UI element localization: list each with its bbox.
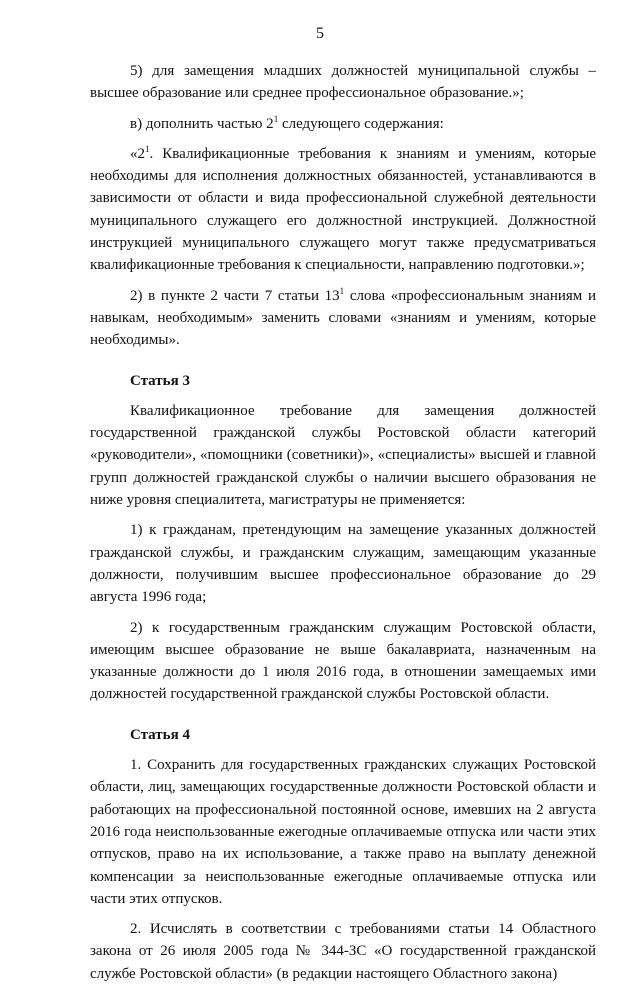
paragraph-text: в) дополнить частью 2 bbox=[130, 115, 274, 132]
paragraph-article-4-item-2: 2. Исчислять в соответствии с требованиями статьи 14 Областного закона от 26 июля 2005 года № 344-ЗС «О государственной гражданской службе Ростовской области» (в редакции настоящего Областного закона) bbox=[90, 921, 596, 982]
paragraph-article-4-item-1: 1. Сохранить для государственных гражданских служащих Ростовской области, лиц, замещающих государственные должности Ростовской области и работающих на профессиональной постоянной основе, имевших на 2 августа 2016 года неиспользованные ежегодные оплачиваемые отпуска или части этих отпусков, право на их использование, а также право на выплату денежной компенсации за неиспользованные ежегодные оплачиваемые отпуска или части этих отпусков. bbox=[90, 757, 596, 907]
paragraph-text: 2) в пункте 2 части 7 статьи 13 bbox=[130, 287, 340, 304]
paragraph-article-3-item-1: 1) к гражданам, претендующим на замещение указанных должностей гражданской службы, и гражданским служащим, замещающим указанные должности, получившим высшее профессиональное образование до 29 августа 1996 года; bbox=[90, 522, 596, 606]
superscript: 1 bbox=[145, 143, 150, 154]
body-text bbox=[90, 60, 596, 985]
paragraph-item-5: 5) для замещения младших должностей муниципальной службы – высшее образование или среднее профессиональное образование.»; bbox=[90, 63, 596, 102]
paragraph-article-13-amend bbox=[90, 285, 596, 352]
paragraph-article-3-intro: Квалификационное требование для замещения должностей государственной гражданской службы Ростовской области категорий «руководители», «помощники (советники)», «специалисты» высшей и главной групп должностей гражданской службы о наличии высшего образования не ниже уровня специалитета, магистратуры не применяется: bbox=[90, 402, 596, 509]
paragraph-qualification-requirements bbox=[90, 143, 596, 277]
paragraph-text: слова «профессиональным знаниям и навыкам, необходимым» заменить словами «знаниям и умениям, которые необходимы». bbox=[90, 287, 596, 349]
paragraph-amend-part bbox=[90, 113, 596, 135]
paragraph-text: . Квалификационные требования к знаниям и умениям, которые необходимы для исполнения должностных обязанностей, устанавливаются в зависимости от области и вида профессиональной служебной деятельности муниципального служащего его должностной инструкцией. Должностной инструкцией муниципального служащего могут также предусматриваться квалификационные требования к специальности, направлению подготовки.»; bbox=[90, 145, 596, 274]
superscript: 1 bbox=[339, 285, 345, 296]
superscript: 1 bbox=[273, 113, 279, 124]
article-4-heading: Статья 4 bbox=[130, 726, 190, 743]
paragraph-article-3-item-2: 2) к государственным гражданским служащим Ростовской области, имеющим высшее образование не выше бакалавриата, назначенным на указанные должности до 1 июля 2016 года, в отношении замещаемых ими должностей государственной гражданской службы Ростовской области. bbox=[90, 619, 596, 703]
article-3-heading: Статья 3 bbox=[130, 372, 190, 389]
paragraph-text: следующего содержания: bbox=[278, 115, 444, 132]
page-number: 5 bbox=[316, 25, 324, 42]
paragraph-text: «2 bbox=[130, 145, 145, 162]
